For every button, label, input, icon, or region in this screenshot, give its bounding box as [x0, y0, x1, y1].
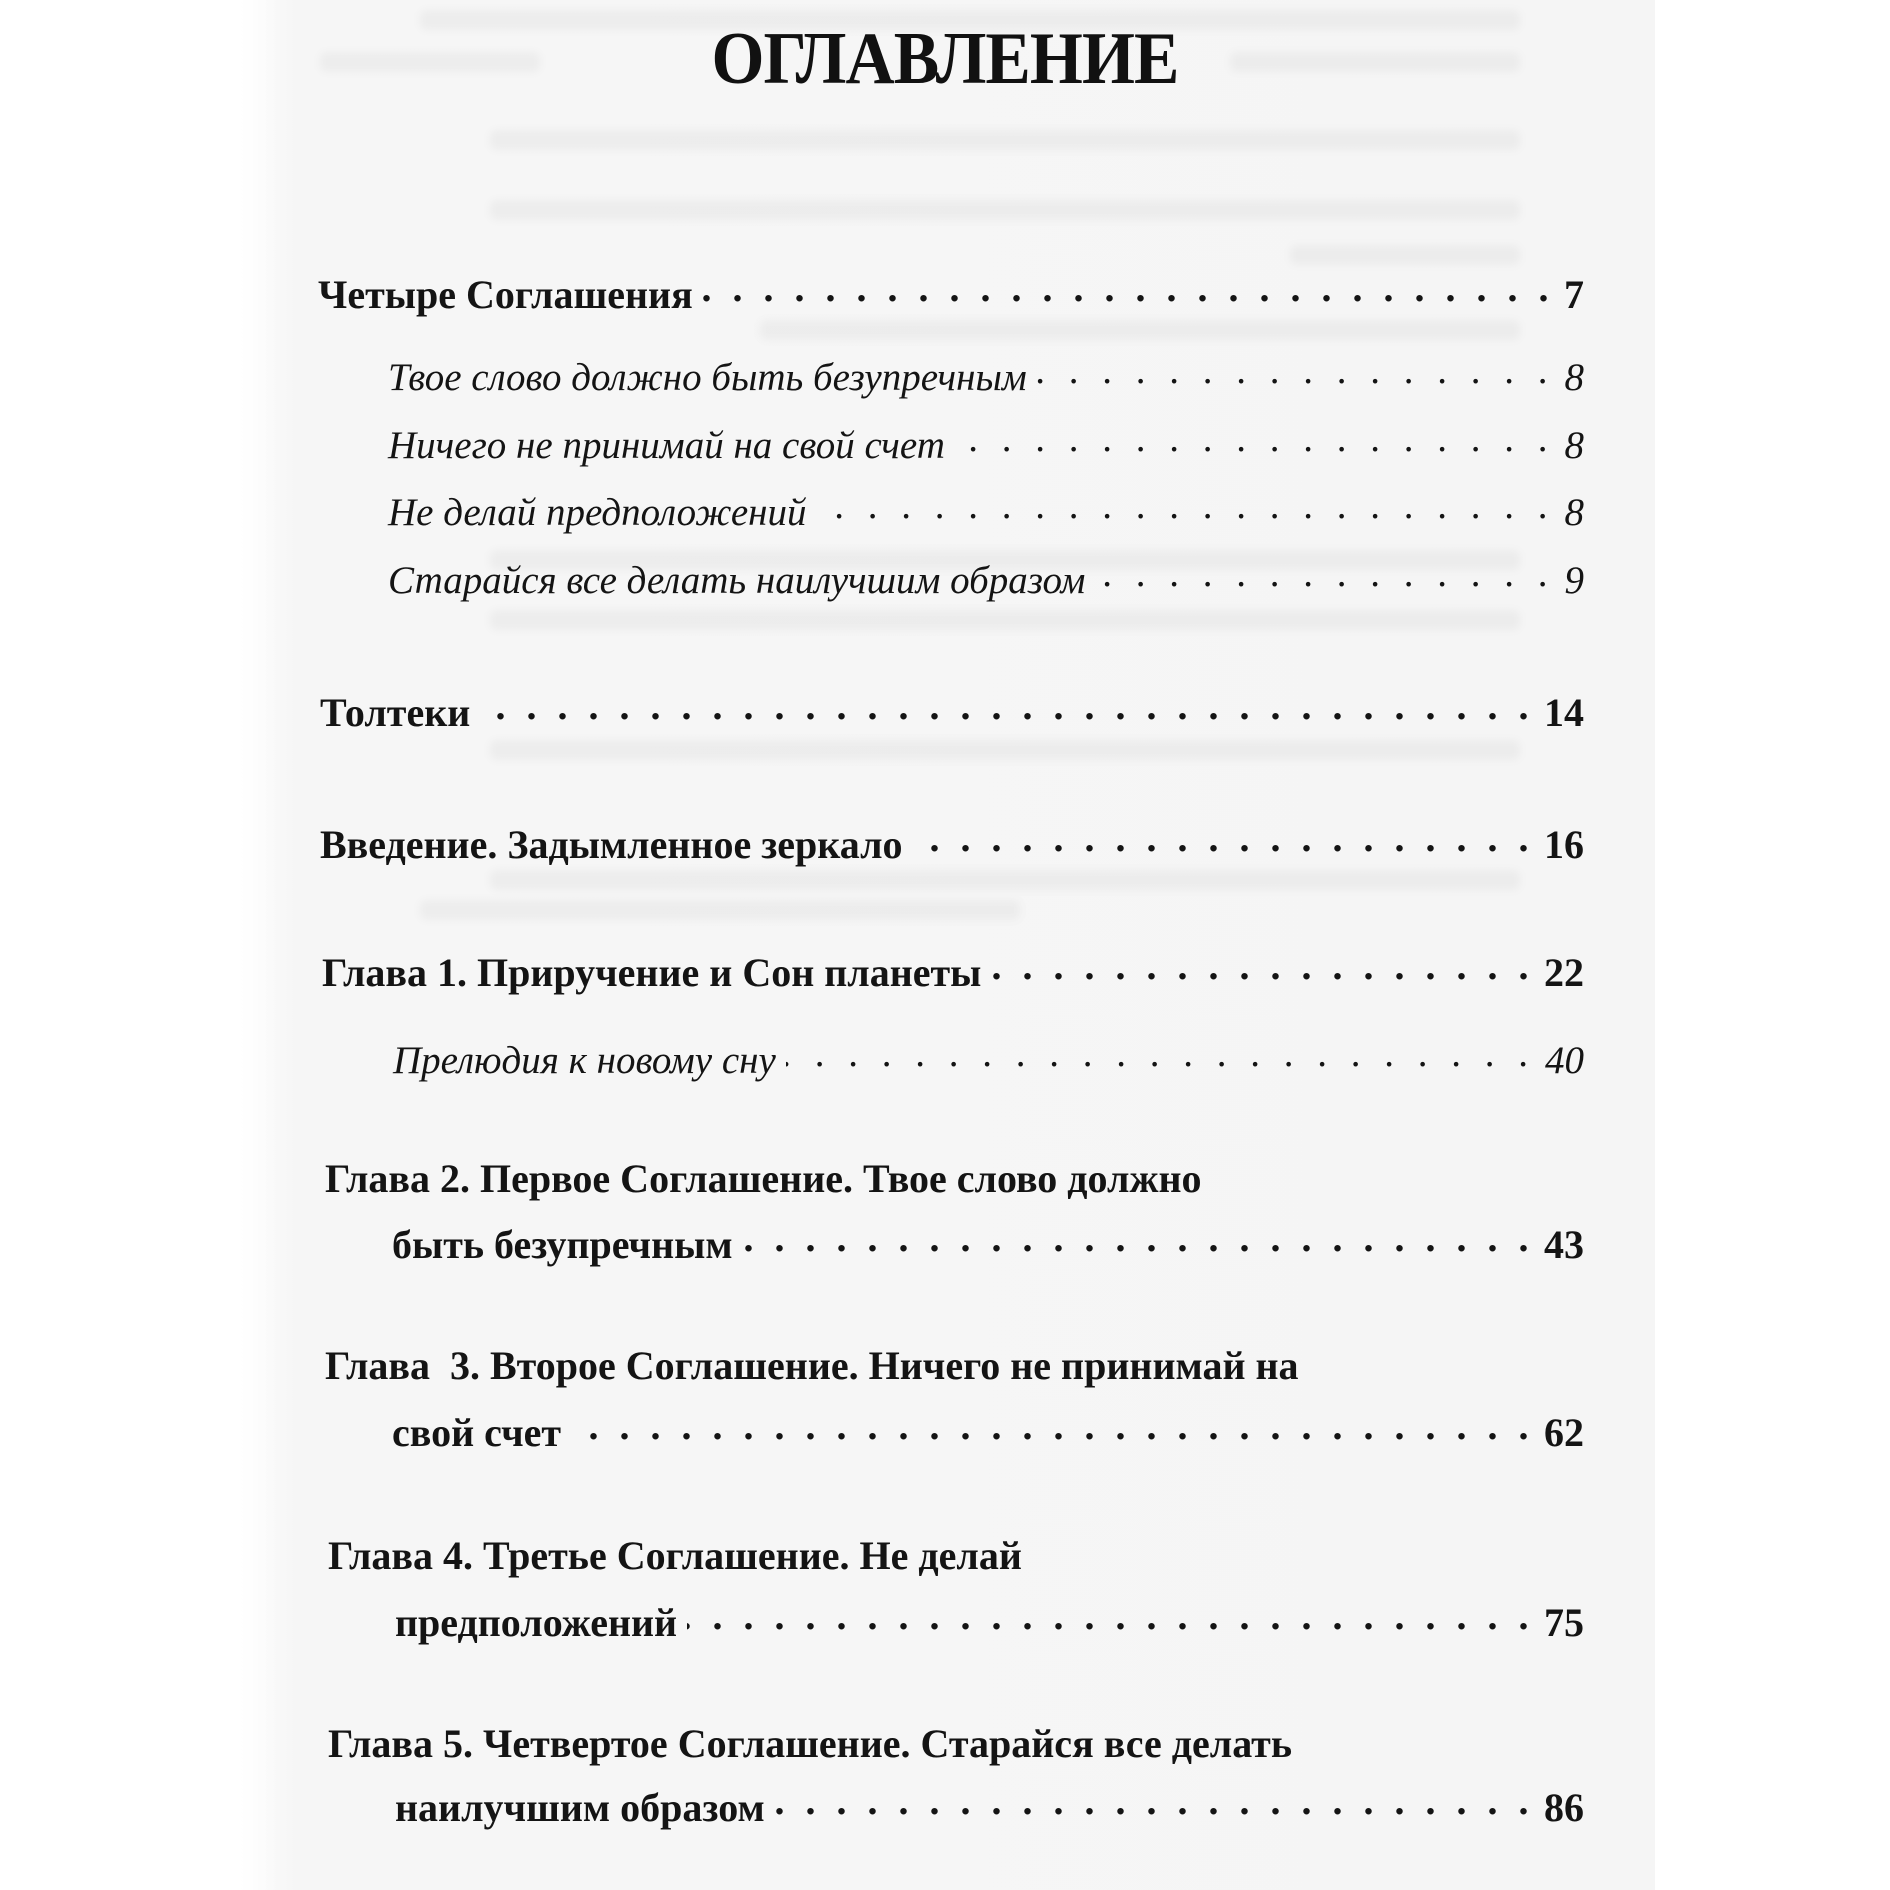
toc-page-number: 16 — [1544, 822, 1584, 867]
toc-subentry[interactable] — [388, 419, 1584, 465]
show-through-mark — [490, 130, 1520, 150]
dot-leader — [743, 1218, 1534, 1258]
toc-page-number: 40 — [1545, 1039, 1584, 1082]
dot-leader — [786, 1034, 1535, 1073]
show-through-mark — [760, 320, 1520, 340]
toc-entry-label: быть безупречным — [392, 1222, 733, 1267]
toc-subentry[interactable] — [388, 486, 1584, 532]
toc-page-number: 8 — [1564, 424, 1584, 467]
toc-page-number: 43 — [1544, 1222, 1584, 1267]
toc-page-number: 14 — [1544, 690, 1584, 735]
toc-entry-label: предположений — [395, 1600, 678, 1645]
dot-leader — [1095, 554, 1554, 593]
toc-entry-label: Глава 1. Приручение и Сон планеты — [322, 950, 982, 995]
toc-page-number: 75 — [1544, 1600, 1584, 1645]
toc-entry-first-line[interactable]: Глава 5. Четвертое Соглашение. Старайся все делать — [328, 1721, 1292, 1766]
toc-page-number: 8 — [1564, 356, 1584, 399]
toc-entry-label: наилучшим образом — [395, 1785, 765, 1830]
dot-leader — [991, 946, 1534, 986]
dot-leader — [703, 268, 1554, 308]
dot-leader — [775, 1781, 1534, 1821]
dot-leader — [817, 486, 1555, 525]
toc-entry[interactable] — [392, 1218, 1584, 1265]
show-through-mark — [490, 870, 1520, 890]
page-title: ОГЛАВЛЕНИЕ — [711, 18, 1179, 100]
toc-entry-first-line[interactable]: Глава 2. Первое Соглашение. Твое слово должно — [325, 1156, 1202, 1201]
show-through-mark — [490, 740, 1520, 760]
toc-page-number: 9 — [1564, 559, 1584, 602]
show-through-mark — [1290, 245, 1520, 265]
dot-leader — [955, 419, 1555, 458]
toc-entry[interactable] — [318, 268, 1584, 315]
dot-leader — [913, 818, 1534, 858]
toc-entry[interactable] — [320, 686, 1584, 733]
toc-entry[interactable] — [392, 1406, 1584, 1453]
toc-entry-label: Не делай предположений — [388, 491, 807, 534]
toc-entry-label: Толтеки — [320, 690, 471, 735]
toc-subentry[interactable] — [393, 1034, 1584, 1080]
toc-page-number: 86 — [1544, 1785, 1584, 1830]
toc-page-number: 7 — [1564, 272, 1584, 317]
toc-page-number: 22 — [1544, 950, 1584, 995]
toc-entry-label: Ничего не принимай на свой счет — [388, 424, 945, 467]
toc-entry[interactable] — [395, 1596, 1584, 1643]
toc-entry-first-line[interactable]: Глава 4. Третье Соглашение. Не делай — [328, 1533, 1022, 1578]
toc-entry-label: свой счет — [392, 1410, 562, 1455]
toc-entry-label: Старайся все делать наилучшим образом — [388, 559, 1086, 602]
toc-entry-label: Введение. Задымленное зеркало — [320, 822, 903, 867]
toc-entry-label: Четыре Соглашения — [318, 272, 693, 317]
show-through-mark — [420, 900, 1020, 920]
toc-entry-label: Твое слово должно быть безупречным — [388, 356, 1027, 399]
dot-leader — [687, 1596, 1534, 1636]
show-through-mark — [490, 610, 1520, 630]
toc-page-number: 62 — [1544, 1410, 1584, 1455]
toc-page-number: 8 — [1564, 491, 1584, 534]
show-through-mark — [490, 200, 1520, 220]
dot-leader — [480, 686, 1534, 726]
toc-entry[interactable] — [320, 818, 1584, 865]
toc-entry-first-line[interactable]: Глава 3. Второе Соглашение. Ничего не принимай на — [325, 1343, 1299, 1388]
toc-entry-label: Прелюдия к новому сну — [393, 1039, 776, 1082]
toc-subentry[interactable] — [388, 351, 1584, 397]
toc-entry[interactable] — [322, 946, 1584, 993]
toc-entry[interactable] — [395, 1781, 1584, 1828]
page-edge-shadow — [238, 0, 278, 1890]
dot-leader — [571, 1406, 1534, 1446]
dot-leader — [1037, 351, 1555, 390]
toc-subentry[interactable] — [388, 554, 1584, 600]
